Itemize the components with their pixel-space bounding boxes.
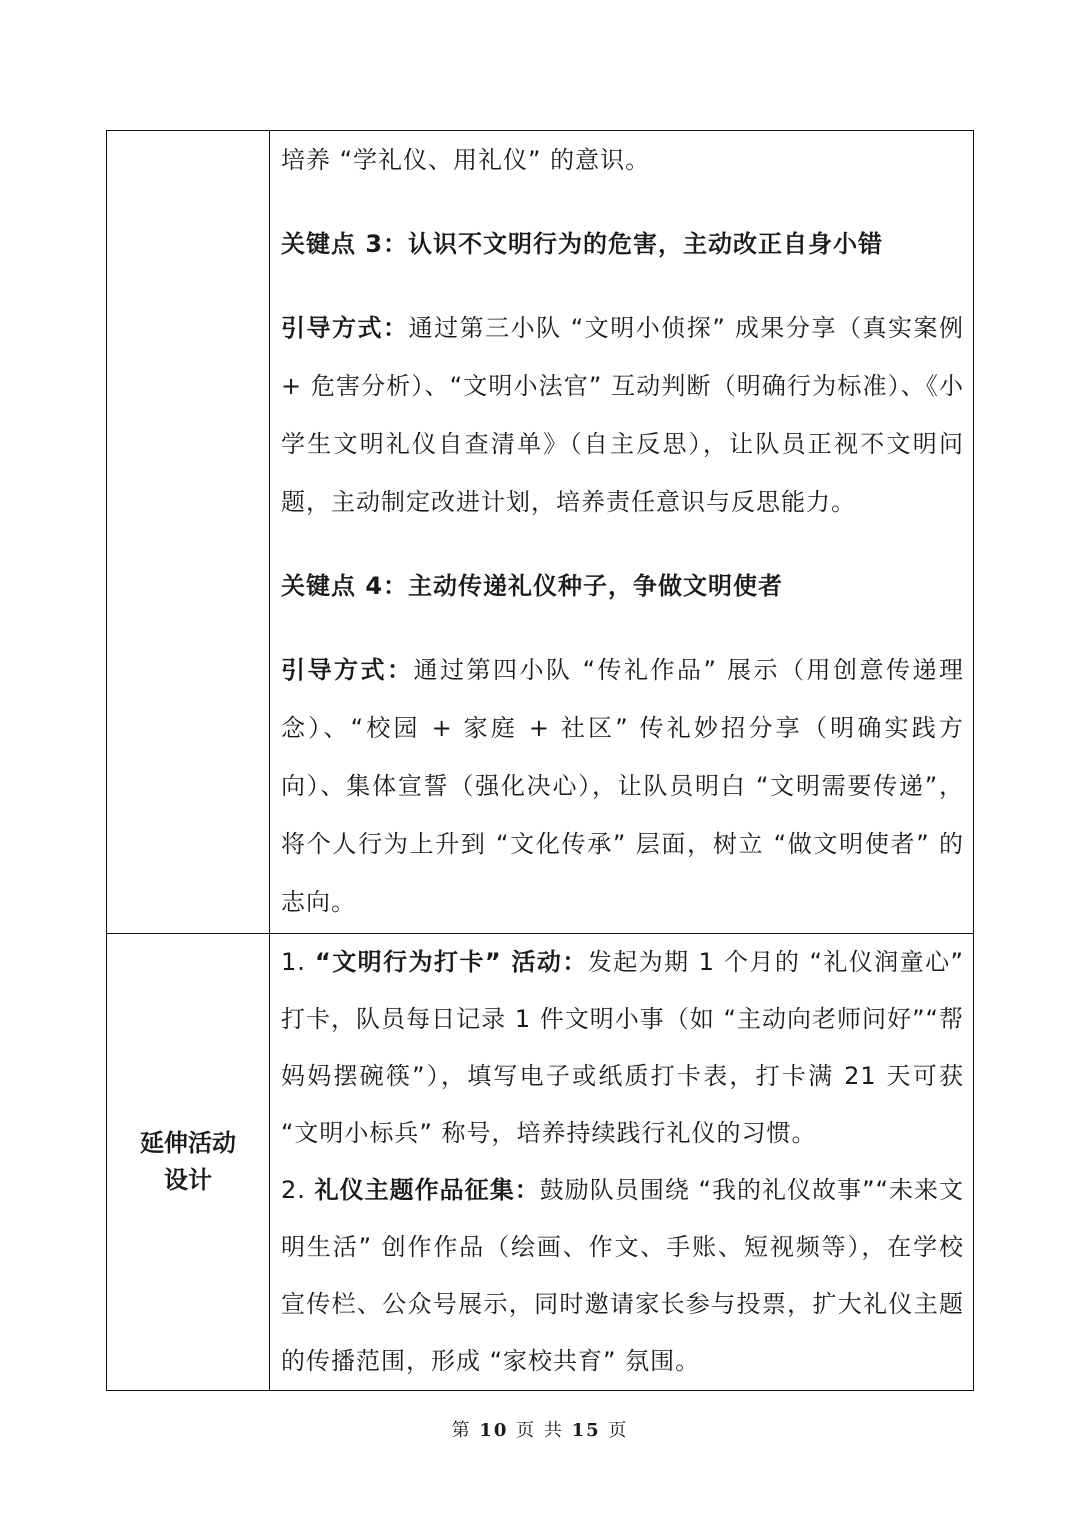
footer-mid: 页 共 [516, 1420, 564, 1441]
extension-item-2-number: 2. [281, 1176, 315, 1204]
guide-method-3-paragraph [281, 299, 964, 531]
guide-method-4-text: 通过第四小队 “传礼作品” 展示（用创意传递理念）、“校园 + 家庭 + 社区” 传礼妙招分享（明确实践方向）、集体宣誓（强化决心），让队员明白 “文明需要传递”，将个人行为上升到 “文化传承” 层面，树立 “做文明使者” 的志向。 [281, 656, 965, 916]
guide-method-3-label: 引导方式： [281, 314, 409, 342]
page-footer [0, 1416, 1080, 1442]
extension-item-2-title: 礼仪主题作品征集： [314, 1176, 540, 1204]
current-page-number: 10 [479, 1420, 509, 1441]
guide-method-4-paragraph [281, 641, 964, 931]
footer-suffix: 页 [608, 1420, 629, 1441]
extension-activity-label-cell [107, 934, 270, 1391]
key-point-4-heading: 关键点 4：主动传递礼仪种子，争做文明使者 [281, 572, 784, 600]
key-points-row [107, 131, 974, 934]
extension-item-2-text: 鼓励队员围绕 “我的礼仪故事”“未来文明生活” 创作作品（绘画、作文、手账、短视频等），在学校宣传栏、公众号展示，同时邀请家长参与投票，扩大礼仪主题的传播范围，形成 “家校共育” 氛围。 [281, 1176, 965, 1375]
activity-design-table [106, 130, 974, 1391]
key-points-content-cell [270, 131, 974, 934]
key-point-3-heading: 关键点 3：认识不文明行为的危害，主动改正自身小错 [281, 230, 884, 258]
extension-activity-label-line2: 设计 [164, 1166, 212, 1194]
guide-method-4-label: 引导方式： [281, 656, 414, 684]
total-page-number: 15 [571, 1420, 601, 1441]
extension-activity-content-cell [270, 934, 974, 1391]
extension-item-1-title: “文明行为打卡” 活动： [314, 948, 588, 976]
continuation-paragraph: 培养 “学礼仪、用礼仪” 的意识。 [281, 146, 651, 174]
extension-item-1 [281, 934, 964, 1162]
guide-method-3-text: 通过第三小队 “文明小侦探” 成果分享（真实案例 + 危害分析）、“文明小法官” 互动判断（明确行为标准）、《小学生文明礼仪自查清单》（自主反思），让队员正视不文明问题，主动制定改进计划，培养责任意识与反思能力。 [281, 314, 965, 516]
empty-label-cell [107, 131, 270, 934]
footer-prefix: 第 [451, 1420, 472, 1441]
extension-item-1-text: 发起为期 1 个月的 “礼仪润童心” 打卡，队员每日记录 1 件文明小事（如 “主动向老师问好”“帮妈妈摆碗筷”），填写电子或纸质打卡表，打卡满 21 天可获 “文明小标兵” 称号，培养持续践行礼仪的习惯。 [281, 948, 964, 1147]
extension-activity-row [107, 934, 974, 1391]
extension-item-2 [281, 1162, 964, 1390]
extension-item-1-number: 1. [281, 948, 315, 976]
extension-activity-label-line1: 延伸活动 [140, 1129, 236, 1157]
